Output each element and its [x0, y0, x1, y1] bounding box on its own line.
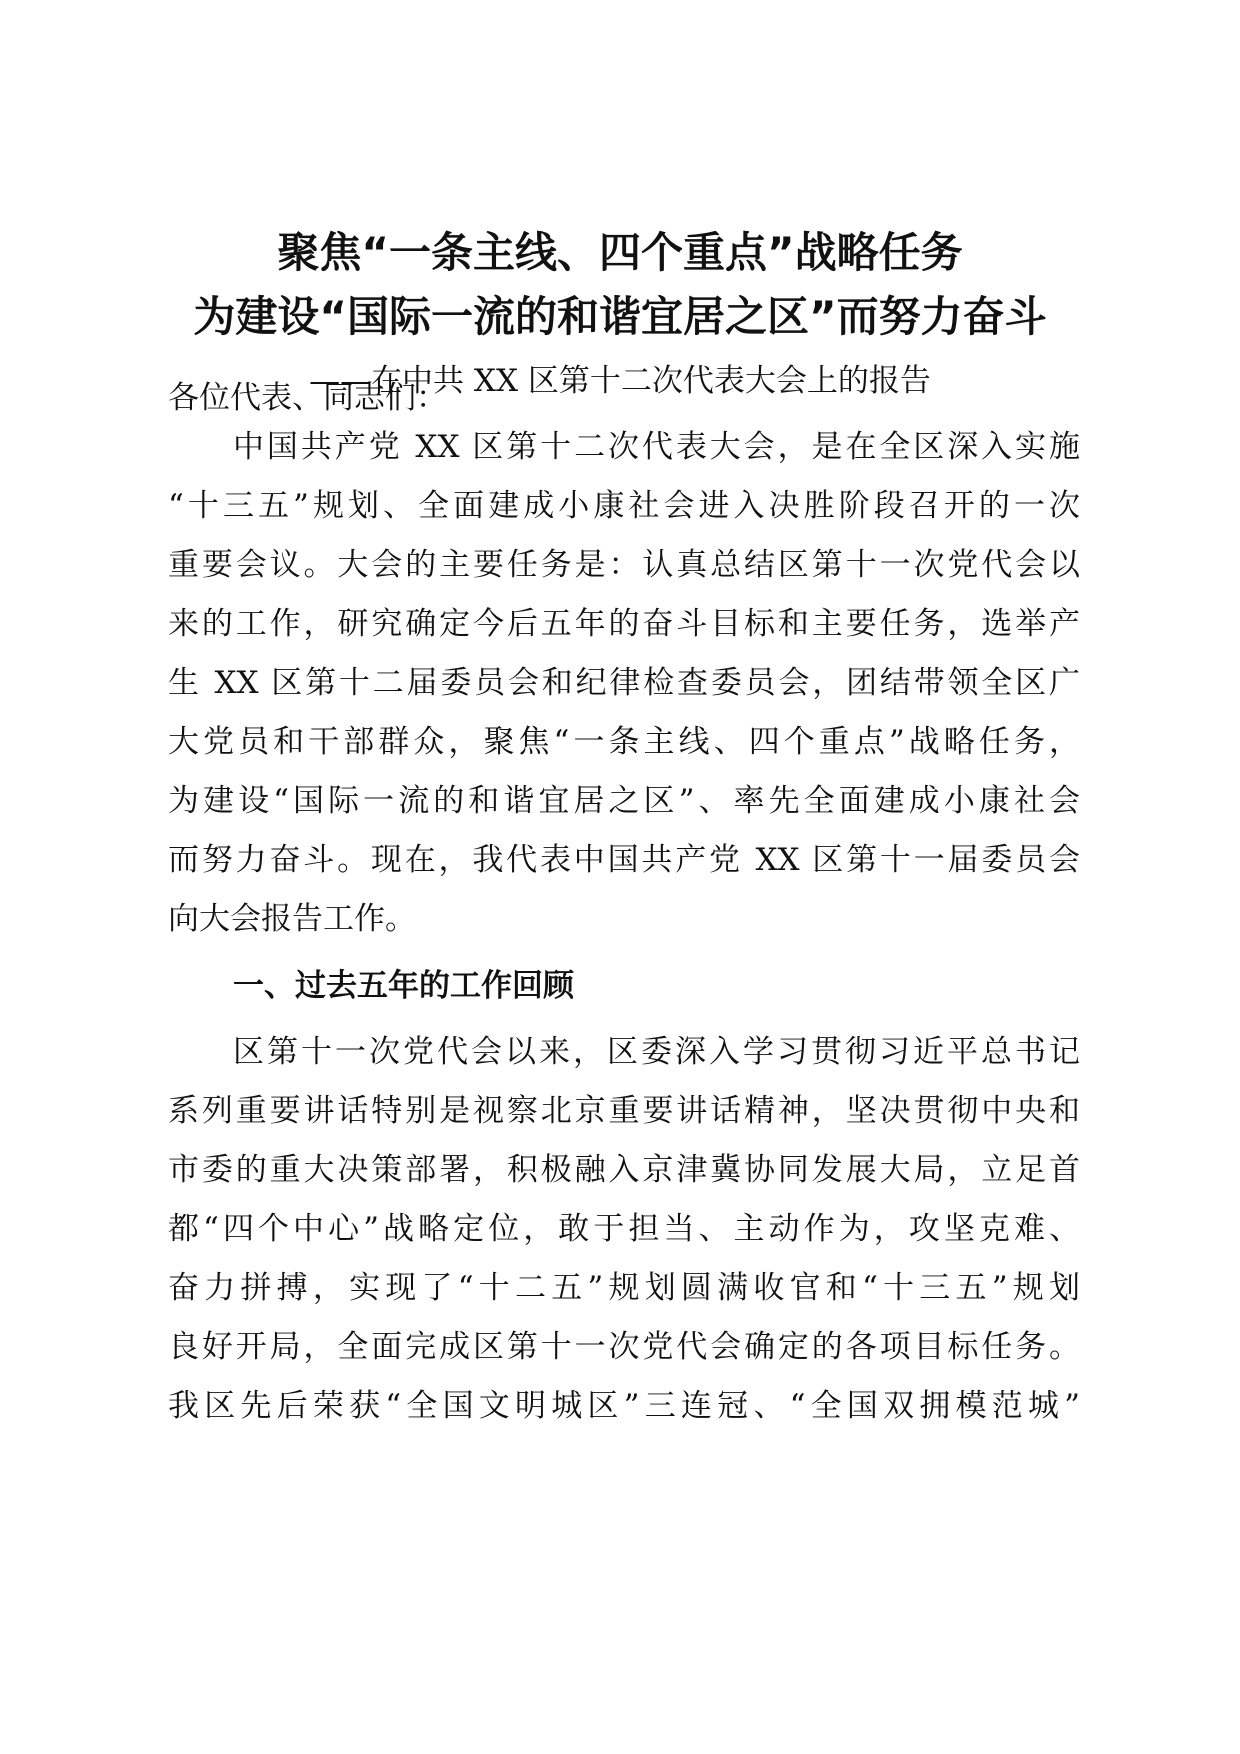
salutation: 各位代表、同志们：	[168, 380, 447, 416]
document-title-line-2: 为建设“国际一流的和谐宜居之区”而努力奋斗	[193, 292, 1047, 341]
paragraph-1-line: 为建设“国际一流的和谐宜居之区”、率先全面建成小康社会	[168, 783, 1080, 819]
paragraph-2-line: 系列重要讲话特别是视察北京重要讲话精神，坚决贯彻中央和	[168, 1093, 1080, 1129]
paragraph-1-line: “十三五”规划、全面建成小康社会进入决胜阶段召开的一次	[168, 488, 1080, 524]
paragraph-1-line: 来的工作，研究确定今后五年的奋斗目标和主要任务，选举产	[168, 606, 1080, 642]
document-title-line-1: 聚焦“一条主线、四个重点”战略任务	[277, 228, 963, 277]
paragraph-2-line: 奋力拼搏，实现了“十二五”规划圆满收官和“十三五”规划	[168, 1270, 1080, 1306]
paragraph-2-line: 我区先后荣获“全国文明城区”三连冠、“全国双拥模范城”	[168, 1388, 1080, 1424]
paragraph-2-line: 良好开局，全面完成区第十一次党代会确定的各项目标任务。	[168, 1329, 1080, 1365]
paragraph-1-line: 重要会议。大会的主要任务是：认真总结区第十一次党代会以	[168, 547, 1080, 583]
paragraph-2-line: 区第十一次党代会以来，区委深入学习贯彻习近平总书记	[233, 1034, 1080, 1070]
paragraph-1-line: 中国共产党 XX 区第十二次代表大会，是在全区深入实施	[233, 429, 1080, 465]
document-subtitle: ——在中共 XX 区第十二次代表大会上的报告	[309, 363, 931, 399]
section-1-heading: 一、过去五年的工作回顾	[233, 968, 574, 1004]
paragraph-1-line: 向大会报告工作。	[168, 901, 416, 937]
paragraph-2-line: 都“四个中心”战略定位，敢于担当、主动作为，攻坚克难、	[168, 1211, 1080, 1247]
paragraph-2-line: 市委的重大决策部署，积极融入京津冀协同发展大局，立足首	[168, 1152, 1080, 1188]
paragraph-1-line: 大党员和干部群众，聚焦“一条主线、四个重点”战略任务，	[168, 724, 1080, 760]
paragraph-1-line: 而努力奋斗。现在，我代表中国共产党 XX 区第十一届委员会	[168, 842, 1080, 878]
paragraph-1-line: 生 XX 区第十二届委员会和纪律检查委员会，团结带领全区广	[168, 665, 1080, 701]
